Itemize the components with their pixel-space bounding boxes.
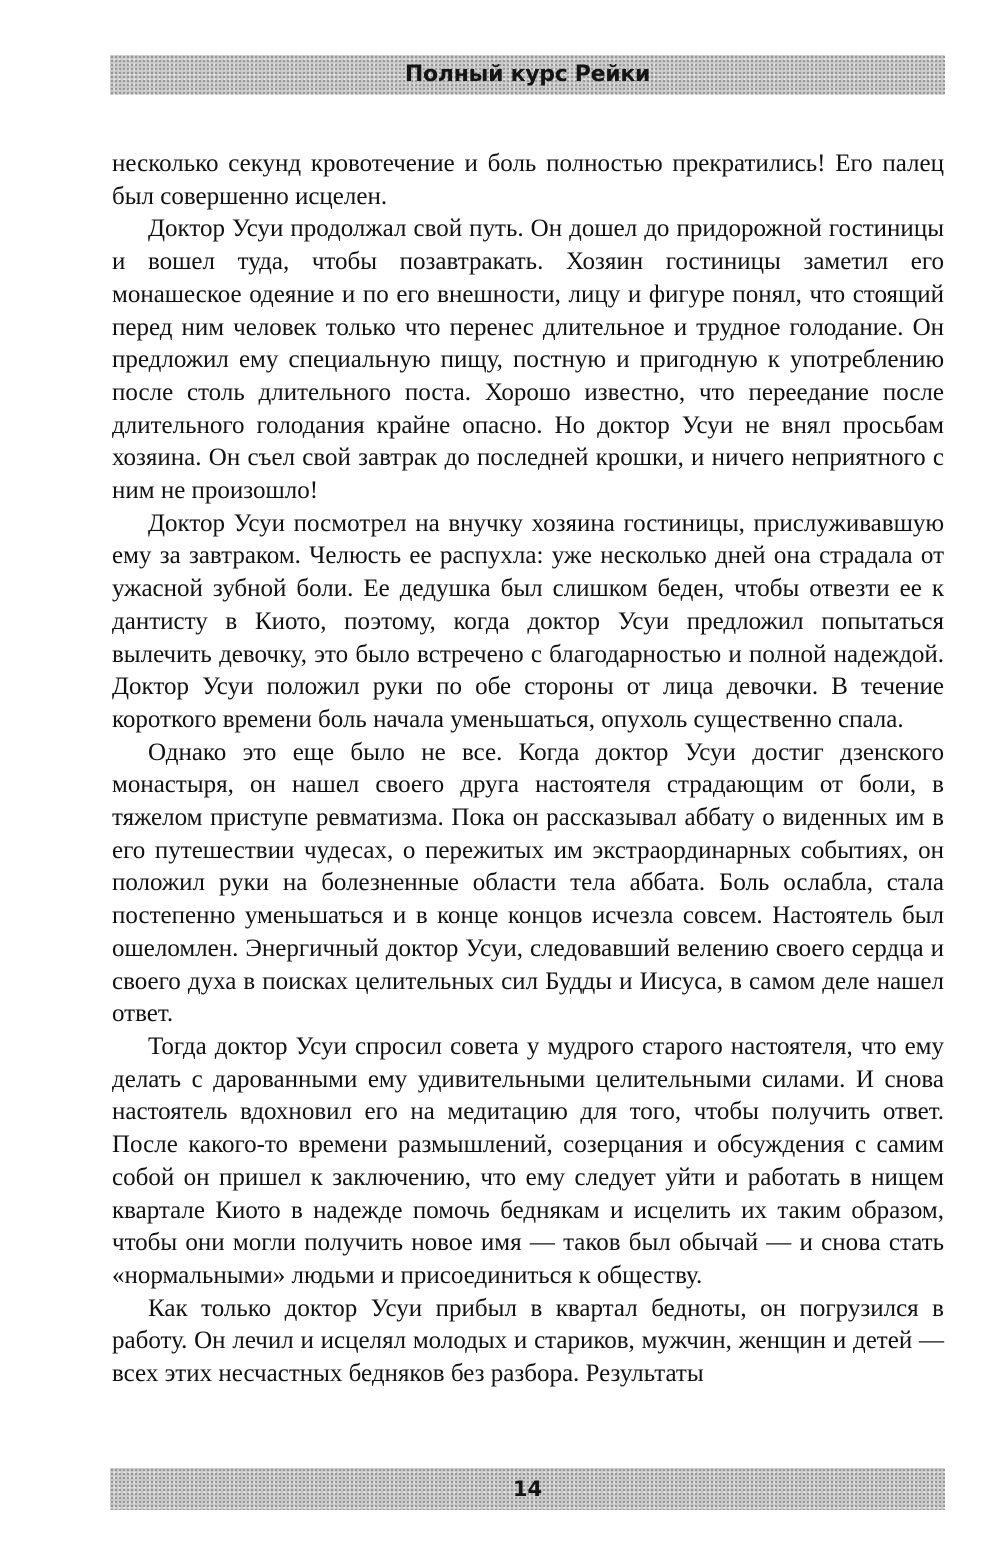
paragraph: несколько секунд кровотечение и боль полностью прекратились! Его палец был совершенно исцелен. — [112, 150, 944, 210]
running-header — [110, 55, 945, 95]
paragraph: Доктор Усуи продолжал свой путь. Он дошел до придорожной гостиницы и вошел туда, чтобы позавтракать. Хозяин гостиницы заметил его монашеское одеяние и по его внешности, лицу и фигуре понял, что стоящий перед ним человек только что перенес длительное и трудное голодание. Он предложил ему специальную пищу, постную и пригодную к употреблению после столь длительного поста. Хорошо известно, что переедание после длительного голодания крайне опасно. Но доктор Усуи не внял просьбам хозяина. Он съел свой завтрак до последней крошки, и ничего неприятного с ним не произошло! — [112, 215, 944, 505]
paragraph: Однако это еще было не все. Когда доктор Усуи достиг дзенского монастыря, он нашел своего друга настоятеля страдающим от боли, в тяжелом приступе ревматизма. Пока он рассказывал аббату о виденных им в его путешествии чудесах, о пережитых им экстраординарных событиях, он положил руки на болезненные области тела аббата. Боль ослабла, стала постепенно уменьшаться и в конце концов исчезла совсем. Настоятель был ошеломлен. Энергичный доктор Усуи, следовавший велению своего сердца и своего духа в поисках целительных сил Будды и Иисуса, в самом деле нашел ответ. — [112, 738, 944, 1028]
page-footer — [110, 1468, 945, 1510]
running-header-title: Полный курс Рейки — [404, 62, 651, 87]
page-number: 14 — [512, 1477, 543, 1501]
paragraph: Доктор Усуи посмотрел на внучку хозяина гостиницы, прислуживавшую ему за завтраком. Челюсть ее распухла: уже несколько дней она страдала от ужасной зубной боли. Ее дедушка был слишком беден, чтобы отвезти ее к дантисту в Киото, поэтому, когда доктор Усуи предложил попытаться вылечить девочку, это было встречено с благодарностью и полной надеждой. Доктор Усуи положил руки по обе стороны от лица девочки. В течение короткого времени боль начала уменьшаться, опухоль существенно спала. — [112, 509, 944, 733]
paragraph: Как только доктор Усуи прибыл в квартал бедноты, он погрузился в работу. Он лечил и исцелял молодых и стариков, мужчин, женщин и детей — всех этих несчастных бедняков без разбора. Результаты — [112, 1294, 944, 1388]
body-text — [112, 148, 944, 1391]
paragraph: Тогда доктор Усуи спросил совета у мудрого старого настоятеля, что ему делать с дарованными ему удивительными целительными силами. И снова настоятель вдохновил его на медитацию для того, чтобы получить ответ. После какого-то времени размышлений, созерцания и обсуждения с самим собой он пришел к заключению, что ему следует уйти и работать в нищем квартале Киото в надежде помочь беднякам и исцелить их таким образом, чтобы они могли получить новое имя — таков был обычай — и снова стать «нормальными» людьми и присоединиться к обществу. — [112, 1032, 944, 1289]
